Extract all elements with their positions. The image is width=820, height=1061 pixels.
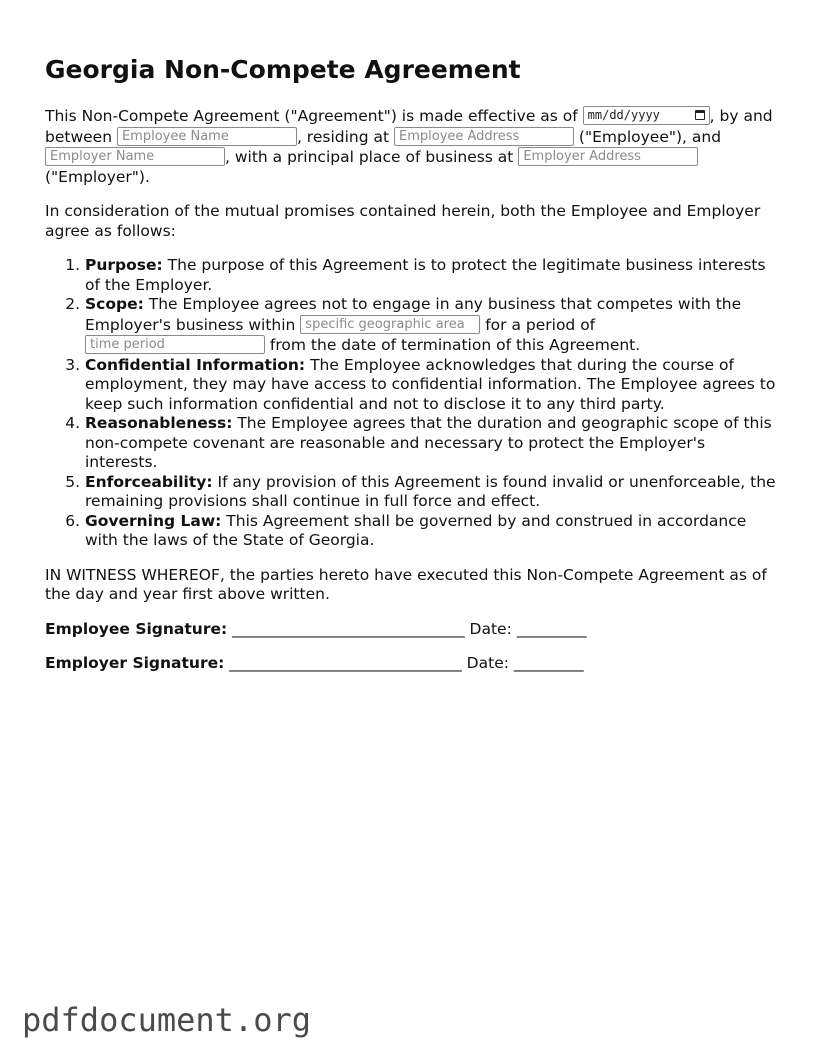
clause-reasonableness	[85, 414, 780, 473]
clause-enforceability	[85, 473, 780, 512]
employee-signature-blank: ______________________________ Date: _________	[227, 619, 587, 638]
intro-text-4: ("Employee"), and	[574, 127, 722, 146]
clause-list	[45, 256, 780, 551]
consideration-paragraph: In consideration of the mutual promises contained herein, both the Employee and Employer agree as follows:	[45, 202, 761, 240]
clause-label: Enforceability:	[85, 472, 213, 491]
clause-purpose	[85, 256, 780, 295]
clause-confidential	[85, 356, 780, 415]
employee-name-input[interactable]: Employee Name	[117, 127, 297, 146]
clause-label: Confidential Information:	[85, 355, 306, 374]
witness-paragraph: IN WITNESS WHEREOF, the parties hereto have executed this Non-Compete Agreement as of the day and year first above written.	[45, 565, 767, 603]
clause-text: If any provision of this Agreement is found invalid or unenforceable, the remaining provisions shall continue in full force and effect.	[85, 472, 776, 510]
employer-signature-label: Employer Signature:	[45, 654, 225, 672]
intro-text-6: ("Employer").	[45, 167, 150, 186]
employer-address-input[interactable]: Employer Address	[518, 147, 698, 166]
time-period-input[interactable]: time period	[85, 335, 265, 354]
clause-governing-law	[85, 512, 780, 551]
employee-signature-line	[45, 620, 780, 640]
employer-signature-blank: ______________________________ Date: _________	[224, 654, 584, 672]
clause-label: Scope:	[85, 295, 144, 313]
clause-label: Purpose:	[85, 256, 163, 274]
calendar-icon[interactable]	[695, 110, 705, 120]
date-placeholder: mm/dd/yyyy	[587, 108, 660, 122]
clause-text: The Employee acknowledges that during the course of employment, they may have access to confidential information. The Employee agrees to keep such information confidential and not to disclose it to any third party.	[85, 355, 776, 413]
footer-watermark: pdfdocument.org	[22, 1001, 311, 1039]
employer-signature-line	[45, 654, 780, 674]
employee-signature-label: Employee Signature:	[45, 619, 228, 638]
clause-label: Reasonableness:	[85, 414, 233, 432]
intro-text-3: , residing at	[296, 127, 394, 146]
clause-label: Governing Law:	[85, 511, 222, 530]
clause-text: from the date of termination of this Agreement.	[265, 336, 641, 354]
effective-date-input[interactable]	[583, 106, 710, 125]
intro-text-1: This Non-Compete Agreement ("Agreement") is made effective as of	[45, 107, 583, 125]
clause-text: This Agreement shall be governed by and construed in accordance with the laws of the State of Georgia.	[85, 511, 747, 549]
intro-text-2: , by and between	[45, 107, 773, 146]
clause-text: The Employee agrees not to engage in any business that competes with the Employer's business within	[85, 295, 742, 334]
geographic-area-input[interactable]: specific geographic area	[300, 315, 480, 334]
clause-scope	[85, 295, 780, 356]
employer-name-input[interactable]: Employer Name	[45, 147, 225, 166]
agreement-document	[45, 54, 780, 689]
employee-address-input[interactable]: Employee Address	[394, 127, 574, 146]
clause-text: The purpose of this Agreement is to protect the legitimate business interests of the Employer.	[85, 256, 766, 294]
intro-paragraph	[45, 106, 780, 187]
page-title: Georgia Non-Compete Agreement	[45, 55, 521, 84]
intro-text-5: , with a principal place of business at	[225, 148, 519, 166]
clause-text: for a period of	[480, 315, 596, 334]
clause-text: The Employee agrees that the duration and geographic scope of this non-compete covenant are reasonable and necessary to protect the Employer's interests.	[85, 414, 772, 471]
